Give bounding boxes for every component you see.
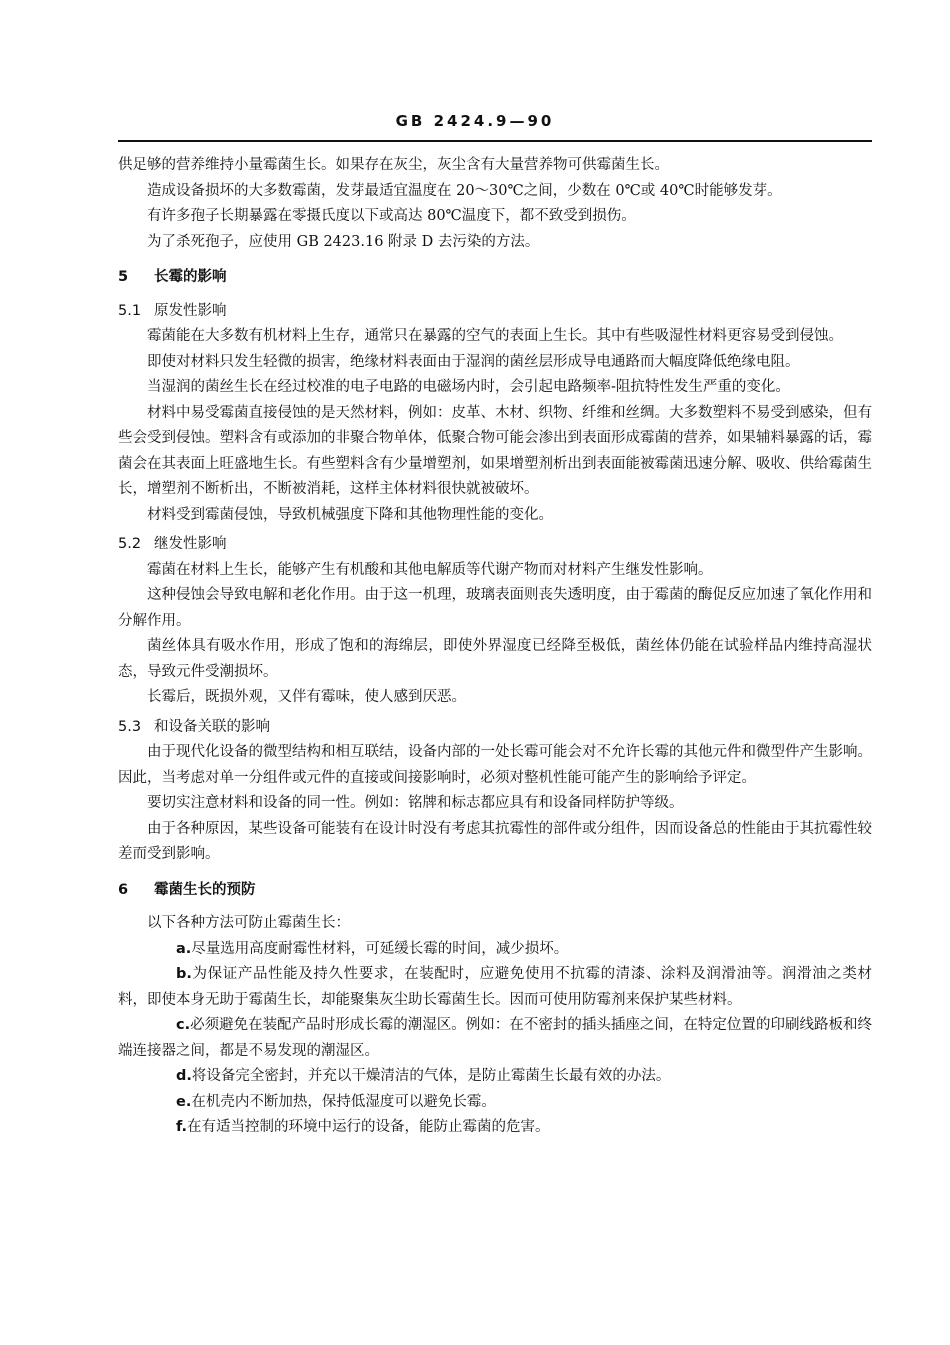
subsection-title: 原发性影响: [154, 302, 227, 319]
list-item-text: 必须避免在装配产品时形成长霉的潮湿区。例如：在不密封的插头插座之间，在特定位置的印刷线路板和终端连接器之间，都是不易发现的潮湿区。: [118, 1017, 872, 1059]
section-heading-5: [118, 265, 872, 291]
list-item: [118, 1115, 872, 1141]
paragraph: 造成设备损坏的大多数霉菌，发芽最适宜温度在 20～30℃之间，少数在 0℃或 40℃时能够发芽。: [147, 182, 782, 199]
paragraph: 由于各种原因，某些设备可能装有在设计时没有考虑其抗霉性的部件或分组件，因而设备总的性能由于其抗霉性较差而受到影响。: [118, 820, 872, 862]
section-title: 长霉的影响: [154, 269, 227, 285]
list-item-text: 在有适当控制的环境中运行的设备，能防止霉菌的危害。: [187, 1119, 550, 1135]
subsection-heading-5-1: [118, 299, 872, 325]
subsection-heading-5-3: [118, 715, 872, 741]
paragraph: 这种侵蚀会导致电解和老化作用。由于这一机理，玻璃表面则丧失透明度，由于霉菌的酶促反应加速了氧化作用和分解作用。: [118, 587, 872, 629]
paragraph: 为了杀死孢子，应使用 GB 2423.16 附录 D 去污染的方法。: [147, 233, 540, 250]
list-item: [118, 1013, 872, 1064]
paragraph: 以下各种方法可防止霉菌生长：: [147, 915, 350, 931]
paragraph: 当湿润的菌丝生长在经过校准的电子电路的电磁场内时，会引起电路频率-阻抗特性发生严重的变化。: [147, 379, 790, 395]
list-item: [118, 1064, 872, 1090]
list-item-label: d.: [176, 1068, 192, 1084]
paragraph: 材料受到霉菌侵蚀，导致机械强度下降和其他物理性能的变化。: [147, 506, 553, 523]
list-item-text: 将设备完全密封，并充以干燥清洁的气体，是防止霉菌生长最有效的办法。: [191, 1068, 671, 1084]
list-item-text: 在机壳内不断加热，保持低湿度可以避免长霉。: [191, 1093, 496, 1110]
list-item-label: b.: [176, 966, 192, 982]
list-item: [118, 937, 872, 963]
list-item-label: f.: [176, 1119, 188, 1135]
paragraph: 霉菌能在大多数有机材料上生存，通常只在暴露的空气的表面上生长。其中有些吸湿性材料更容易受到侵蚀。: [147, 328, 843, 344]
section-number: 6: [118, 881, 129, 898]
section-title: 霉菌生长的预防: [154, 881, 256, 898]
paragraph: 有许多孢子长期暴露在零摄氏度以下或高达 80℃温度下，都不致受到损伤。: [147, 208, 636, 224]
paragraph: 供足够的营养维持小量霉菌生长。如果存在灰尘，灰尘含有大量营养物可供霉菌生长。: [118, 157, 669, 173]
subsection-number: 5.2: [118, 536, 142, 552]
paragraph: 要切实注意材料和设备的同一性。例如：铭牌和标志都应具有和设备同样防护等级。: [147, 795, 684, 811]
header-rule: [118, 140, 872, 142]
paragraph: 即使对材料只发生轻微的损害，绝缘材料表面由于湿润的菌丝层形成导电通路而大幅度降低绝缘电阻。: [147, 353, 800, 370]
subsection-heading-5-2: [118, 532, 872, 558]
section-heading-6: [118, 878, 872, 904]
paragraph: 材料中易受霉菌直接侵蚀的是天然材料，例如：皮革、木材、织物、纤维和丝绸。大多数塑料不易受到感染，但有些会受到侵蚀。塑料含有或添加的非聚合物单体，低聚合物可能会渗出到表面形成霉菌的营养，如果辅料暴露的话，霉菌会在其表面上旺盛地生长。有些塑料含有少量增塑剂，如果增塑剂析出到表面能被霉菌迅速分解、吸收、供给霉菌生长，增塑剂不断析出，不断被消耗，这样主体材料很快就被破坏。: [118, 404, 872, 497]
section-number: 5: [118, 269, 129, 285]
list-item-text: 为保证产品性能及持久性要求，在装配时，应避免使用不抗霉的清漆、涂料及润滑油等。润滑油之类材料，即使本身无助于霉菌生长，却能聚集灰尘助长霉菌生长。因而可使用防霉剂来保护某些材料。: [118, 966, 872, 1008]
paragraph: 霉菌在材料上生长，能够产生有机酸和其他电解质等代谢产物而对材料产生继发性影响。: [147, 561, 713, 578]
list-item-label: c.: [176, 1017, 191, 1033]
paragraph: 菌丝体具有吸水作用，形成了饱和的海绵层，即使外界湿度已经降至极低，菌丝体仍能在试验样品内维持高湿状态，导致元件受潮损坏。: [118, 638, 872, 680]
list-item-label: e.: [176, 1093, 192, 1110]
document-body: [118, 153, 872, 1141]
subsection-title: 和设备关联的影响: [154, 718, 270, 735]
list-item-text: 尽量选用高度耐霉性材料，可延缓长霉的时间，减少损坏。: [191, 940, 569, 957]
subsection-number: 5.1: [118, 302, 142, 319]
subsection-title: 继发性影响: [154, 536, 227, 552]
paragraph: 由于现代化设备的微型结构和相互联结，设备内部的一处长霉可能会对不允许长霉的其他元件和微型件产生影响。因此，当考虑对单一分组件或元件的直接或间接影响时，必须对整机性能可能产生的影响给予评定。: [118, 744, 872, 786]
subsection-number: 5.3: [118, 718, 142, 735]
paragraph: 长霉后，既损外观，又伴有霉味，使人感到厌恶。: [147, 689, 466, 705]
list-item: [118, 962, 872, 1013]
page-header-code: GB 2424.9—90: [395, 112, 555, 130]
list-item-label: a.: [176, 940, 192, 957]
list-item: [118, 1090, 872, 1116]
